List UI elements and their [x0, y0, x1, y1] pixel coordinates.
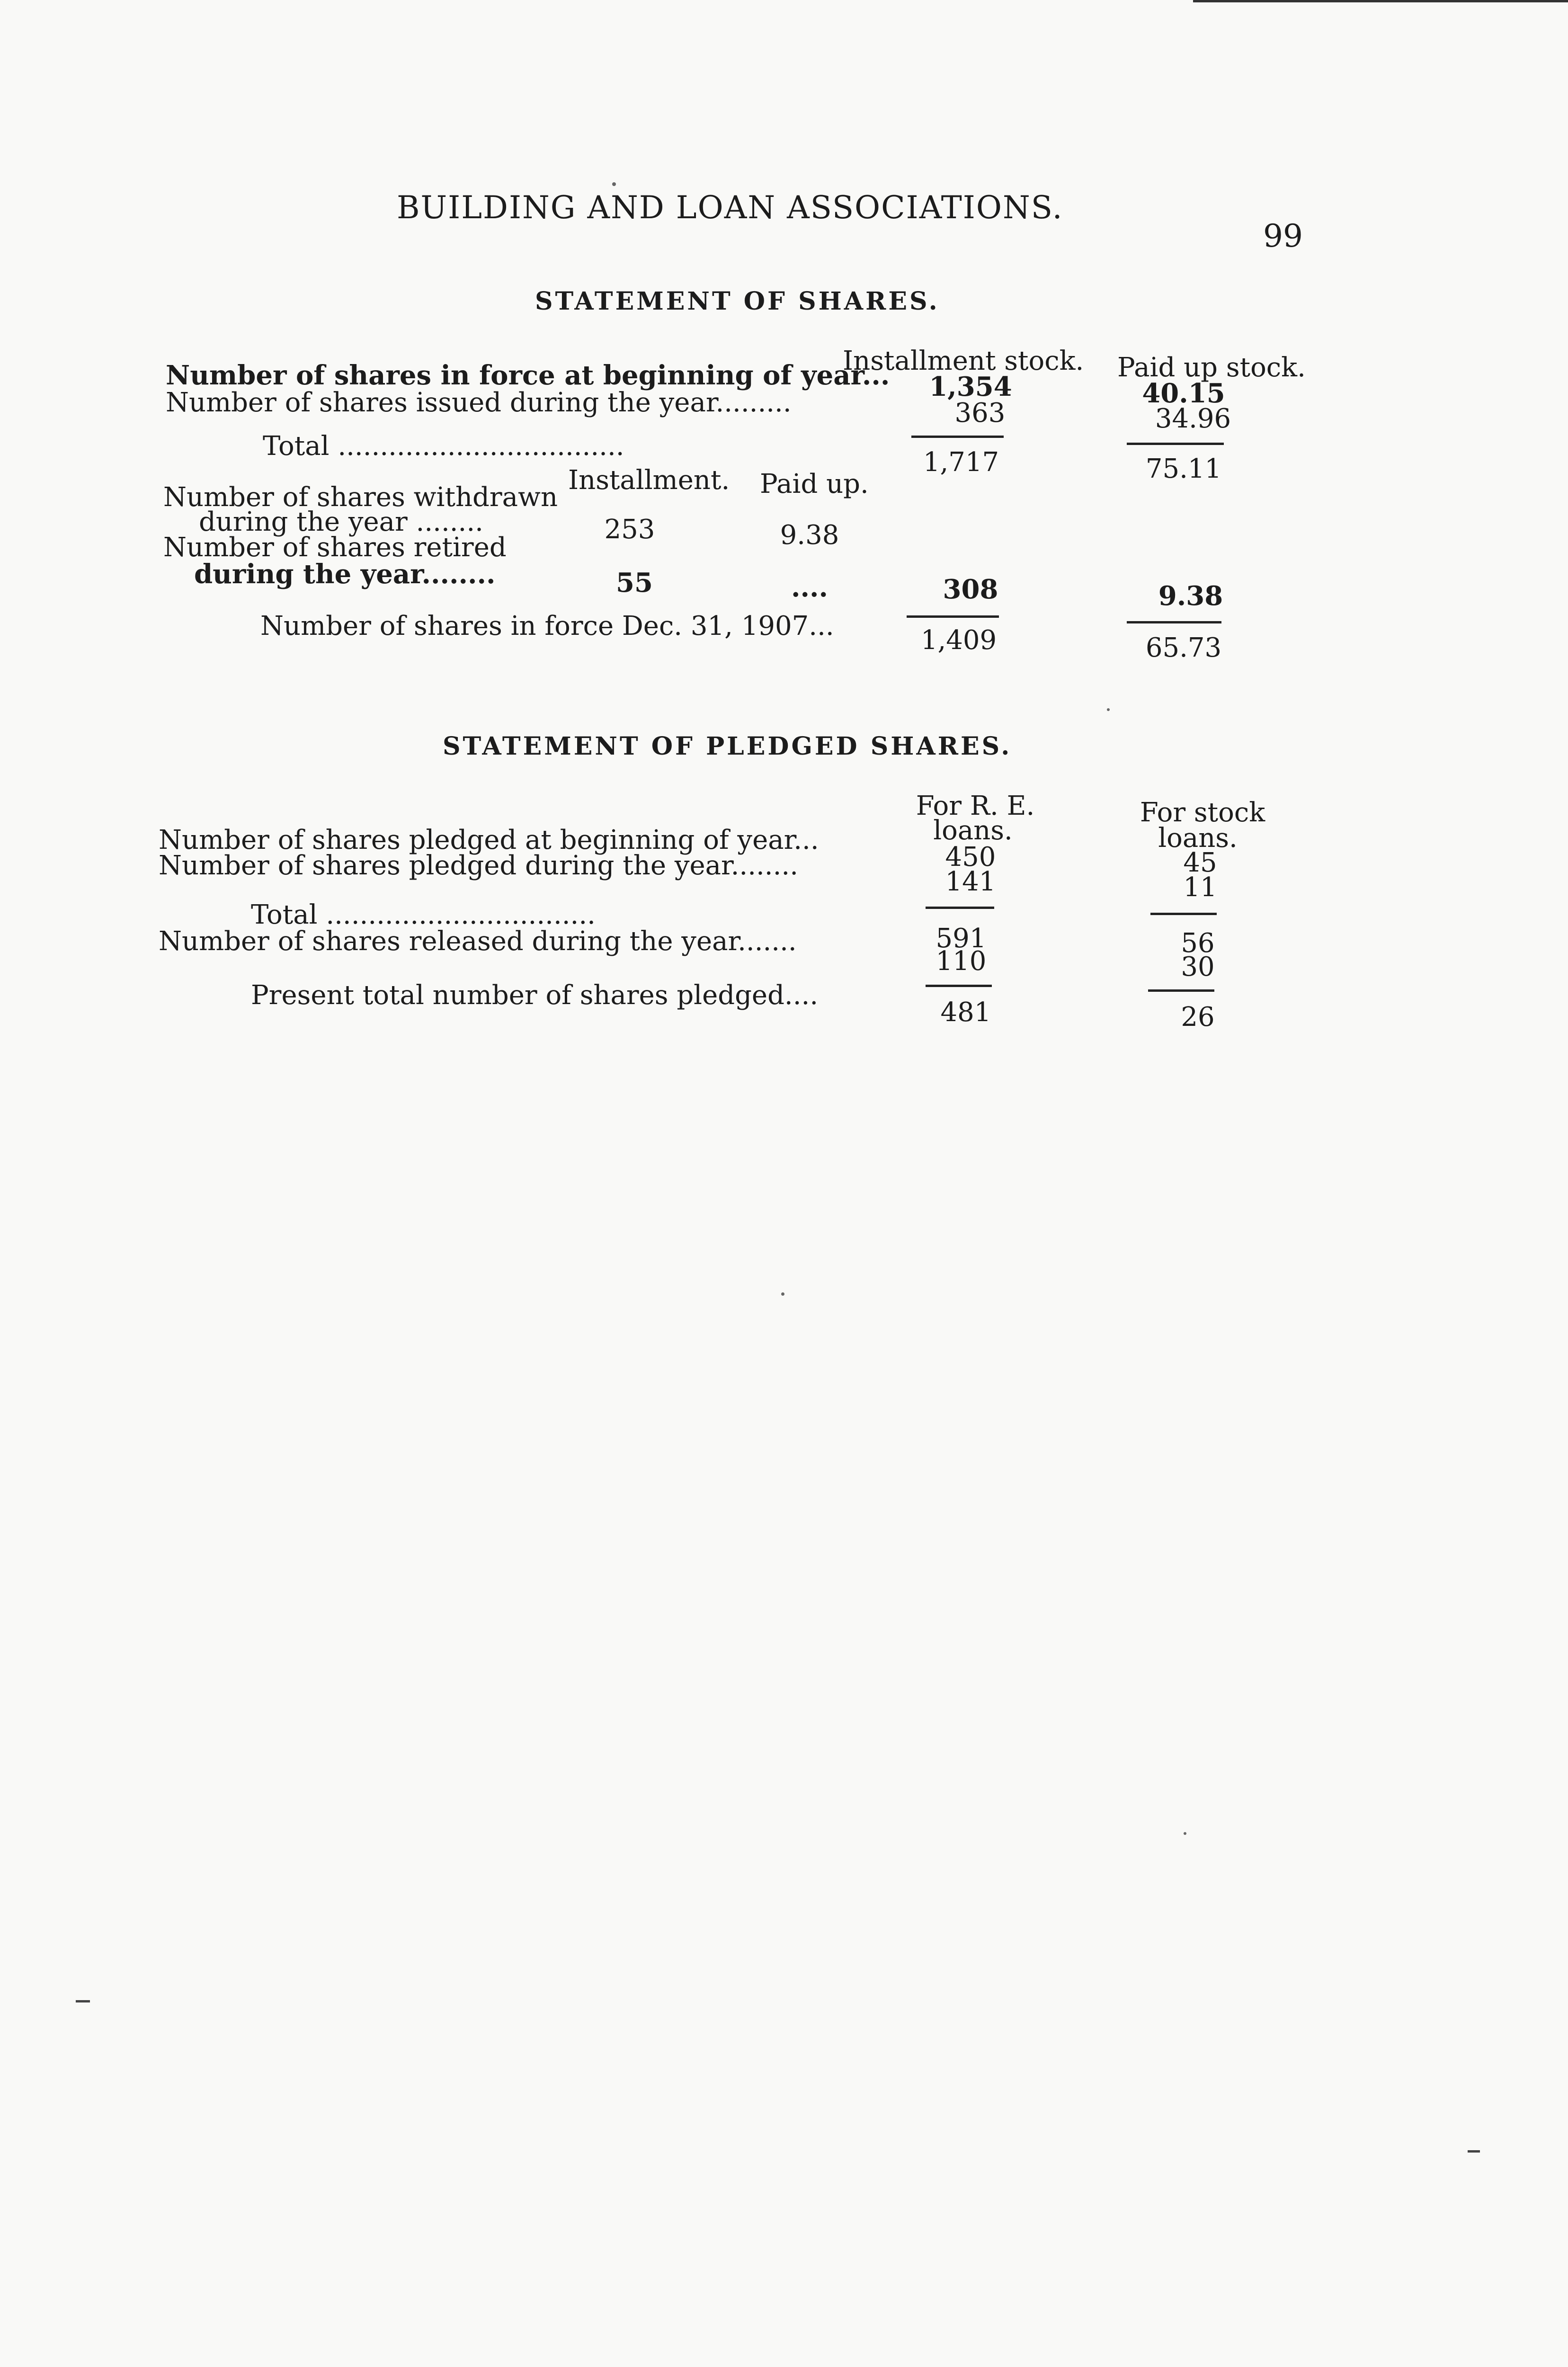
scan-speck [612, 182, 616, 186]
scan-edge-line [1193, 0, 1568, 2]
shares-retired-total-paidup: 9.38 [1158, 580, 1223, 612]
shares-sub-col-paidup: Paid up. [760, 469, 869, 499]
pledged-row-beginning-label: Number of shares pledged at beginning of year... [159, 825, 819, 855]
shares-row-beginning-label: Number of shares in force at beginning of year... [166, 360, 890, 391]
scan-mark [76, 2000, 90, 2002]
pledged-stock-subtotal-rule [1150, 913, 1217, 915]
shares-heading: STATEMENT OF SHARES. [535, 287, 940, 316]
running-header: BUILDING AND LOAN ASSOCIATIONS. [397, 189, 1063, 226]
shares-row-total-label: Total .................................. [263, 431, 624, 462]
shares-total-installment: 1,717 [923, 447, 999, 478]
shares-sub-col-installment: Installment. [568, 465, 730, 496]
pledged-re-final-rule [926, 985, 992, 987]
shares-row-end-label: Number of shares in force Dec. 31, 1907... [260, 611, 834, 641]
shares-col-paidup-header: Paid up stock. [1117, 352, 1306, 383]
shares-row-retired-label-line2: during the year........ [194, 559, 496, 590]
shares-retired-paidup: .... [791, 572, 828, 603]
shares-row-issued-label: Number of shares issued during the year......... [166, 387, 792, 418]
pledged-re-subtotal-rule [926, 907, 994, 909]
pledged-col-stock-header-line1: For stock [1140, 797, 1265, 828]
shares-retired-installment: 55 [616, 567, 653, 598]
pledged-released-stock: 30 [1181, 952, 1215, 982]
shares-withdrawn-paidup: 9.38 [780, 520, 839, 551]
shares-retired-total-installment: 308 [943, 574, 998, 605]
pledged-present-re: 481 [940, 997, 991, 1028]
page-number: 99 [1263, 218, 1303, 254]
shares-end-paidup: 65.73 [1145, 632, 1222, 663]
scan-speck [1184, 1832, 1186, 1835]
pledged-stock-final-rule [1148, 989, 1214, 992]
shares-col-installment-header: Installment stock. [843, 346, 1084, 376]
pledged-row-during-label: Number of shares pledged during the year........ [159, 850, 798, 881]
scan-speck [1107, 708, 1110, 711]
shares-paidup-final-rule [1127, 621, 1221, 623]
shares-beginning-paidup: 40.15 [1142, 378, 1225, 409]
shares-row-retired-label-line1: Number of shares retired [163, 532, 507, 563]
pledged-present-stock: 26 [1181, 1002, 1215, 1032]
pledged-col-stock-header-line2: loans. [1158, 823, 1238, 854]
pledged-heading: STATEMENT OF PLEDGED SHARES. [443, 732, 1012, 761]
pledged-row-present-label: Present total number of shares pledged.... [251, 980, 819, 1011]
pledged-total-re: 591 [935, 923, 987, 954]
shares-installment-final-rule [907, 615, 999, 618]
shares-installment-subtotal-rule [911, 436, 1004, 438]
shares-end-installment: 1,409 [920, 625, 997, 656]
shares-total-paidup: 75.11 [1145, 454, 1222, 484]
pledged-during-stock: 11 [1183, 872, 1217, 903]
shares-issued-installment: 363 [954, 398, 1006, 428]
pledged-col-re-header-line2: loans. [933, 815, 1013, 846]
pledged-row-released-label: Number of shares released during the year....... [159, 926, 797, 957]
pledged-during-re: 141 [945, 866, 996, 897]
pledged-row-total-label: Total ................................ [251, 899, 596, 930]
shares-paidup-subtotal-rule [1127, 443, 1224, 445]
pledged-beginning-re: 450 [945, 842, 996, 872]
shares-issued-paidup: 34.96 [1155, 403, 1231, 434]
scan-mark [1468, 2150, 1480, 2153]
pledged-col-re-header-line1: For R. E. [916, 791, 1035, 821]
shares-withdrawn-installment: 253 [604, 514, 655, 545]
shares-row-withdrawn-label-line1: Number of shares withdrawn [163, 482, 558, 513]
pledged-released-re: 110 [935, 946, 987, 977]
shares-row-withdrawn-label-line2: during the year ........ [199, 507, 483, 537]
scan-speck [781, 1292, 784, 1296]
pledged-total-stock: 56 [1181, 928, 1215, 959]
shares-beginning-installment: 1,354 [929, 371, 1012, 402]
pledged-beginning-stock: 45 [1183, 847, 1217, 878]
